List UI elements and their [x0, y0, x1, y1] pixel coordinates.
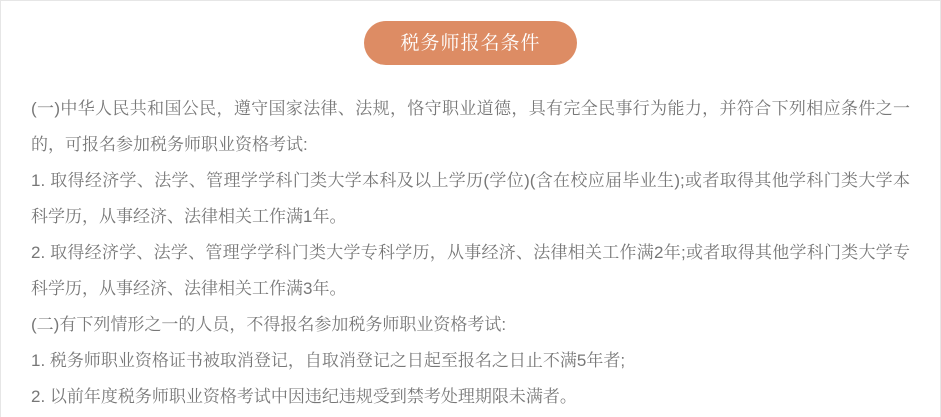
paragraph-disqualification-1: 1. 税务师职业资格证书被取消登记，自取消登记之日起至报名之日止不满5年者;: [31, 351, 626, 370]
paragraph-disqualification-2: 2. 以前年度税务师职业资格考试中因违纪违规受到禁考处理期限未满者。: [31, 387, 577, 406]
paragraph-condition-1: 1. 取得经济学、法学、管理学学科门类大学本科及以上学历(学位)(含在校应届毕业生);或者取得其他学科门类大学本科学历，从事经济、法律相关工作满1年。: [31, 171, 910, 226]
paragraph-disqualification-intro: (二)有下列情形之一的人员，不得报名参加税务师职业资格考试:: [31, 315, 507, 334]
paragraph-eligibility-intro: (一)中华人民共和国公民，遵守国家法律、法规，恪守职业道德，具有完全民事行为能力，并符合下列相应条件之一的，可报名参加税务师职业资格考试:: [31, 99, 910, 154]
article-body: [1, 91, 940, 415]
title-badge-row: [1, 1, 940, 65]
paragraph-condition-2: 2. 取得经济学、法学、管理学学科门类大学专科学历，从事经济、法律相关工作满2年;或者取得其他学科门类大学专科学历，从事经济、法律相关工作满3年。: [31, 243, 910, 298]
title-badge[interactable]: 税务师报名条件: [364, 21, 576, 65]
